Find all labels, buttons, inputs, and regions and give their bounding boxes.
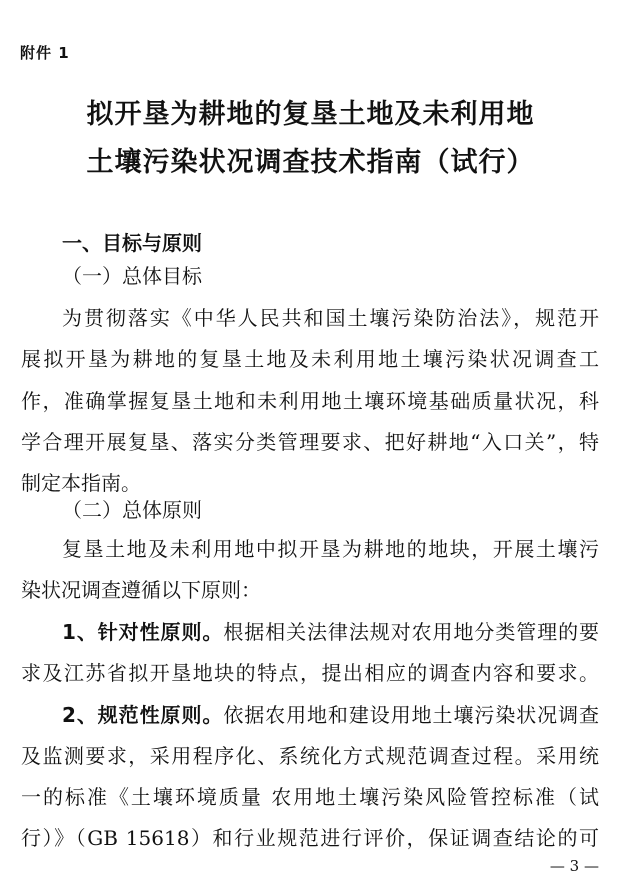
subsection-heading-2: （二）总体原则 <box>62 498 202 522</box>
paragraph-line: 学合理开展复垦、落实分类管理要求、把好耕地“入口关”，特 <box>21 430 599 454</box>
principle-2-line-1 <box>62 700 599 730</box>
principle-1-line-1 <box>62 617 599 647</box>
principle-1-title: 1、针对性原则。 <box>62 620 224 644</box>
paragraph-line: 为贯彻落实《中华人民共和国土壤污染防治法》，规范开 <box>62 306 599 330</box>
paragraph-line: 复垦土地及未利用地中拟开垦为耕地的地块，开展土壤污 <box>62 537 599 561</box>
paragraph-line: 作，准确掌握复垦土地和未利用地土壤环境基础质量状况，科 <box>21 389 599 413</box>
subsection-heading-1: （一）总体目标 <box>62 264 202 288</box>
paragraph-line: 一的标准《土壤环境质量 农用地土壤污染风险管控标准（试 <box>21 785 599 809</box>
section-heading: 一、目标与原则 <box>62 231 202 255</box>
principle-2-title: 2、规范性原则。 <box>62 703 224 727</box>
paragraph-line: 及监测要求，采用程序化、系统化方式规范调查过程。采用统 <box>21 744 599 768</box>
principle-2-text: 依据农用地和建设用地土壤污染状况调查 <box>223 703 599 727</box>
principle-1-text: 根据相关法律法规对农用地分类管理的要 <box>223 620 599 644</box>
document-title-line-2: 土壤污染状况调查技术指南（试行） <box>86 147 535 178</box>
document-title-line-1: 拟开垦为耕地的复垦土地及未利用地 <box>86 99 535 130</box>
paragraph-line: 行）》（GB 15618）和行业规范进行评价，保证调查结论的可 <box>21 826 599 850</box>
page-number: — 3 — <box>549 857 599 875</box>
attachment-label: 附件 1 <box>20 44 70 62</box>
paragraph-line: 展拟开垦为耕地的复垦土地及未利用地土壤污染状况调查工 <box>21 347 599 371</box>
paragraph-line: 染状况调查遵循以下原则： <box>21 578 261 602</box>
paragraph-line: 制定本指南。 <box>21 471 141 495</box>
principle-1-line-2: 求及江苏省拟开垦地块的特点，提出相应的调查内容和要求。 <box>21 661 599 685</box>
